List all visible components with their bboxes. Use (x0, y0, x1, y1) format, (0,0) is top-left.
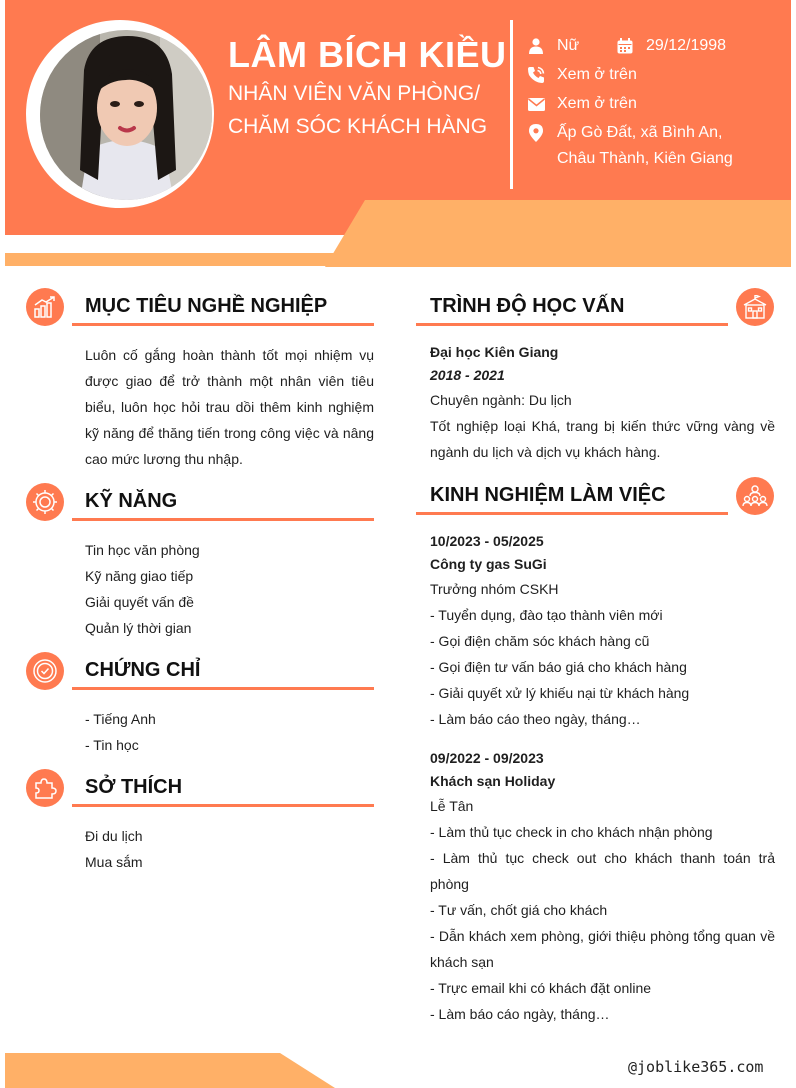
skills-underline (72, 518, 374, 521)
list-item: - Trực email khi có khách đặt online (430, 980, 652, 996)
phone-value: Xem ở trên (557, 66, 637, 83)
address-line2: Châu Thành, Kiên Giang (557, 150, 733, 167)
list-item: - Làm báo cáo ngày, tháng… (430, 1006, 610, 1022)
job-period: 10/2023 - 05/2025 (430, 533, 544, 549)
gender-value: Nữ (557, 37, 580, 54)
skills-title: KỸ NĂNG (85, 490, 178, 512)
list-item: Đi du lịch (85, 828, 143, 844)
list-item: Kỹ năng giao tiếp (85, 568, 194, 584)
calendar-icon (615, 33, 635, 59)
list-item: - Tiếng Anh (85, 711, 156, 727)
list-item: Tin học văn phòng (85, 542, 200, 558)
list-item: Quản lý thời gian (85, 620, 192, 636)
team-icon (736, 477, 774, 515)
job-role: Trưởng nhóm CSKH (430, 581, 559, 597)
job-role: Lễ Tân (430, 798, 474, 814)
gender-row (526, 33, 579, 59)
email-value: Xem ở trên (557, 95, 637, 112)
footer-accent-shape (5, 1053, 335, 1088)
list-item: - Tin học (85, 737, 139, 753)
job-period: 09/2022 - 09/2023 (430, 750, 544, 766)
education-title: TRÌNH ĐỘ HỌC VẤN (430, 295, 625, 317)
job-2 (430, 747, 775, 1027)
candidate-name: LÂM BÍCH KIỀU (228, 34, 507, 75)
list-item: - Làm báo cáo theo ngày, tháng… (430, 711, 641, 727)
list-item: - Tư vấn, chốt giá cho khách (430, 902, 608, 918)
education-major: Chuyên ngành: Du lịch (430, 392, 572, 408)
education-school: Đại học Kiên Giang (430, 344, 559, 360)
experience-title: KINH NGHIỆM LÀM VIỆC (430, 484, 666, 506)
map-pin-icon (526, 120, 546, 146)
phone-icon (526, 62, 546, 88)
job-title-line1: NHÂN VIÊN VĂN PHÒNG/ (228, 82, 481, 105)
address-line1: Ấp Gò Đất, xã Bình An, (557, 124, 723, 141)
job-1 (430, 530, 775, 732)
job-company: Khách sạn Holiday (430, 773, 556, 789)
phone-row (526, 62, 637, 88)
birthdate-row (615, 33, 726, 59)
hobbies-list (85, 823, 143, 875)
envelope-icon (526, 91, 546, 117)
list-item: - Gọi điện tư vấn báo giá cho khách hàng (430, 659, 687, 675)
email-row (526, 91, 637, 117)
puzzle-icon (26, 769, 64, 807)
certificates-list (85, 706, 156, 758)
experience-underline (416, 512, 728, 515)
skills-list (85, 537, 200, 641)
list-item: - Gọi điện chăm sóc khách hàng cũ (430, 633, 650, 649)
list-item: - Làm thủ tục check in cho khách nhận phòng (430, 824, 713, 840)
objective-underline (72, 323, 374, 326)
list-item: Mua sắm (85, 854, 143, 870)
address-row (526, 120, 733, 172)
objective-title: MỤC TIÊU NGHỀ NGHIỆP (85, 295, 328, 317)
person-icon (526, 33, 546, 59)
birthdate-value: 29/12/1998 (646, 37, 727, 54)
objective-text: Luôn cố gắng hoàn thành tốt mọi nhiệm vụ được giao để trở thành một nhân viên tiêu biểu, luôn học hỏi trau dồi thêm kinh nghiệm kỹ năng để thăng tiến trong công việc và nâng cao mức lương thu nhập. (85, 347, 374, 467)
watermark: @joblike365.com (628, 1058, 764, 1076)
list-item: - Dẫn khách xem phòng, giới thiệu phòng tổng quan về khách sạn (430, 928, 775, 970)
school-building-icon (736, 288, 774, 326)
avatar (40, 30, 212, 200)
hobbies-underline (72, 804, 374, 807)
education-period: 2018 - 2021 (430, 367, 505, 383)
gear-icon (26, 483, 64, 521)
list-item: - Tuyển dụng, đào tạo thành viên mới (430, 607, 663, 623)
job-title-line2: CHĂM SÓC KHÁCH HÀNG (228, 115, 488, 138)
badge-icon (26, 652, 64, 690)
list-item: - Giải quyết xử lý khiếu nại từ khách hàng (430, 685, 690, 701)
education-block (430, 341, 775, 465)
hobbies-title: SỞ THÍCH (85, 776, 183, 798)
certificates-title: CHỨNG CHỈ (85, 659, 201, 681)
certificates-underline (72, 687, 374, 690)
education-underline (416, 323, 728, 326)
job-company: Công ty gas SuGi (430, 556, 547, 572)
list-item: - Làm thủ tục check out cho khách thanh toán trả phòng (430, 850, 775, 892)
education-note: Tốt nghiệp loại Khá, trang bị kiến thức vững vàng về ngành du lịch và dịch vụ khách hàng. (430, 418, 775, 460)
header-accent-strip (5, 253, 791, 266)
header-divider (510, 20, 513, 189)
list-item: Giải quyết vấn đề (85, 594, 194, 610)
chart-growth-icon (26, 288, 64, 326)
